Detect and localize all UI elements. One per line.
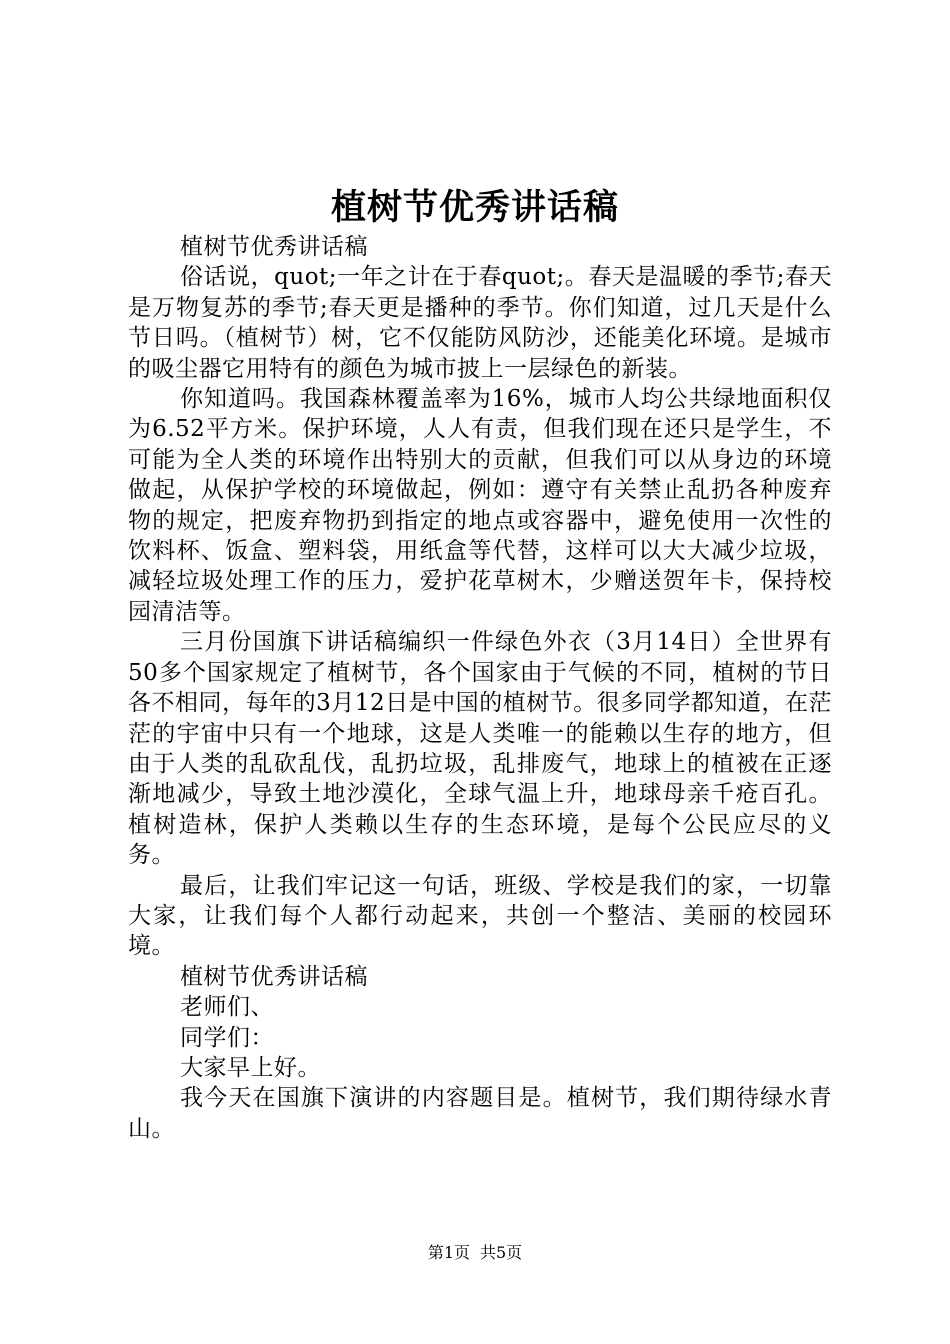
- page-footer: [0, 1241, 950, 1265]
- document-body: [128, 232, 832, 1144]
- paragraph-good-morning: 大家早上好。: [180, 1054, 321, 1081]
- paragraph-subtitle: 植树节优秀讲话稿: [180, 234, 368, 260]
- page-number: 第1页: [427, 1243, 470, 1262]
- paragraph-forest-coverage: 你知道吗。我国森林覆盖率为16%，城市人均公共绿地面积仅为6.52平方米。保护环境，人人有责，但我们现在还只是学生，不可能为全人类的环境作出特别大的贡献，但我们可以从身边的环境做起，从保护学校的环境做起，例如：遵守有关禁止乱扔各种废弃物的规定，把废弃物扔到指定的地点或容器中，避免使用一次性的饮料杯、饭盒、塑料袋，用纸盒等代替，这样可以大大减少垃圾，减轻垃圾处理工作的压力，爱护花草树木，少赠送贺年卡，保持校园清洁等。: [128, 386, 832, 625]
- paragraph-second-title: 植树节优秀讲话稿: [180, 963, 368, 990]
- paragraph-greeting-teachers: 老师们、: [180, 994, 274, 1021]
- page-total: 共5页: [480, 1243, 523, 1262]
- paragraph-spring: 俗话说，quot;一年之计在于春quot;。春天是温暖的季节;春天是万物复苏的季节;春天更是播种的季节。你们知道，过几天是什么节日吗。（植树节）树，它不仅能防风防沙，还能美化环境。是城市的吸尘器它用特有的颜色为城市披上一层绿色的新装。: [128, 264, 832, 382]
- document-title: 植树节优秀讲话稿: [330, 187, 619, 228]
- paragraph-speech-topic: 我今天在国旗下演讲的内容题目是。植树节，我们期待绿水青山。: [128, 1085, 832, 1142]
- paragraph-greeting-students: 同学们：: [180, 1024, 274, 1051]
- paragraph-green-coat: 三月份国旗下讲话稿编织一件绿色外衣（3月14日）全世界有50多个国家规定了植树节，各个国家由于气候的不同，植树的节日各不相同，每年的3月12日是中国的植树节。很多同学都知道，在茫茫的宇宙中只有一个地球，这是人类唯一的能赖以生存的地方，但由于人类的乱砍乱伐，乱扔垃圾，乱排废气，地球上的植被在正逐渐地减少，导致土地沙漠化，全球气温上升，地球母亲千疮百孔。植树造林，保护人类赖以生存的生态环境，是每个公民应尽的义务。: [128, 629, 832, 869]
- paragraph-conclusion: 最后，让我们牢记这一句话，班级、学校是我们的家，一切靠大家，让我们每个人都行动起来，共创一个整洁、美丽的校园环境。: [128, 872, 832, 960]
